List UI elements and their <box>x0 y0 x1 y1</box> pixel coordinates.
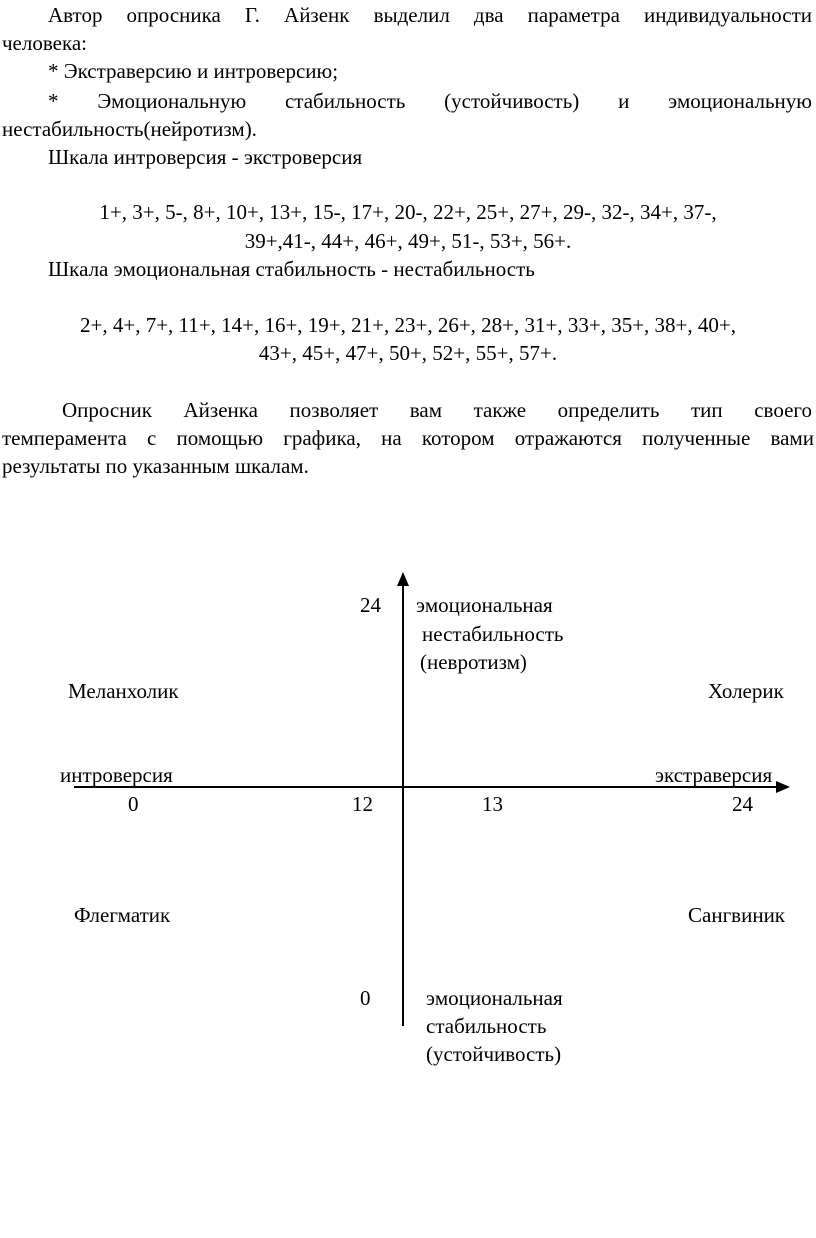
y-top-value: 24 <box>360 593 381 617</box>
scale1-items-line1: 1+, 3+, 5-, 8+, 10+, 13+, 15-, 17+, 20-, 22+, 25+, 27+, 29-, 32-, 34+, 37-, <box>99 200 717 224</box>
y-bottom-value: 0 <box>360 986 371 1010</box>
x-tick-12: 12 <box>352 792 373 816</box>
paragraph2-line1: Опросник Айзенка позволяет вам также определить тип своего <box>62 398 812 422</box>
quadrant-phlegmatic: Флегматик <box>74 903 171 927</box>
scale2-title: Шкала эмоциональная стабильность - нестабильность <box>48 257 535 281</box>
scale1-title: Шкала интроверсия - экстроверсия <box>48 145 363 169</box>
paragraph2-line2: темперамента с помощью графика, на котором отражаются полученные вами <box>2 426 814 450</box>
paragraph1-line1: Автор опросника Г. Айзенк выделил два параметра индивидуальности <box>48 3 812 27</box>
y-bottom-label-line3: (устойчивость) <box>426 1042 562 1066</box>
scale1-items-line2: 39+,41-, 44+, 46+, 49+, 51-, 53+, 56+. <box>244 229 572 253</box>
quadrant-melancholic: Меланхолик <box>68 679 179 703</box>
x-tick-0: 0 <box>128 792 139 816</box>
x-axis-arrow <box>776 781 790 793</box>
bullet-stability-line2: нестабильность(нейротизм). <box>2 117 257 141</box>
y-top-label-line3: (невротизм) <box>420 650 527 674</box>
quadrant-choleric: Холерик <box>708 679 784 703</box>
x-right-label: экстраверсия <box>655 763 773 787</box>
quadrant-sanguine: Сангвиник <box>688 903 786 927</box>
bullet-extraversion: * Экстраверсию и интроверсию; <box>48 59 339 83</box>
y-top-label-line2: нестабильность <box>422 622 564 646</box>
paragraph2-line3: результаты по указанным шкалам. <box>2 454 309 478</box>
scale2-items-line2: 43+, 45+, 47+, 50+, 52+, 55+, 57+. <box>258 341 558 365</box>
x-left-label: интроверсия <box>60 763 173 787</box>
y-axis-arrow <box>397 572 409 586</box>
x-tick-13: 13 <box>482 792 503 816</box>
y-bottom-label-line1: эмоциональная <box>426 986 563 1010</box>
x-tick-24: 24 <box>732 792 753 816</box>
paragraph1-line2: человека: <box>2 31 88 55</box>
scale2-items-line1: 2+, 4+, 7+, 11+, 14+, 16+, 19+, 21+, 23+, 26+, 28+, 31+, 33+, 35+, 38+, 40+, <box>80 313 736 337</box>
y-bottom-label-line2: стабильность <box>426 1014 547 1038</box>
bullet-stability-line1: * Эмоциональную стабильность (устойчивость) и эмоциональную <box>48 89 812 113</box>
y-top-label-line1: эмоциональная <box>416 593 553 617</box>
